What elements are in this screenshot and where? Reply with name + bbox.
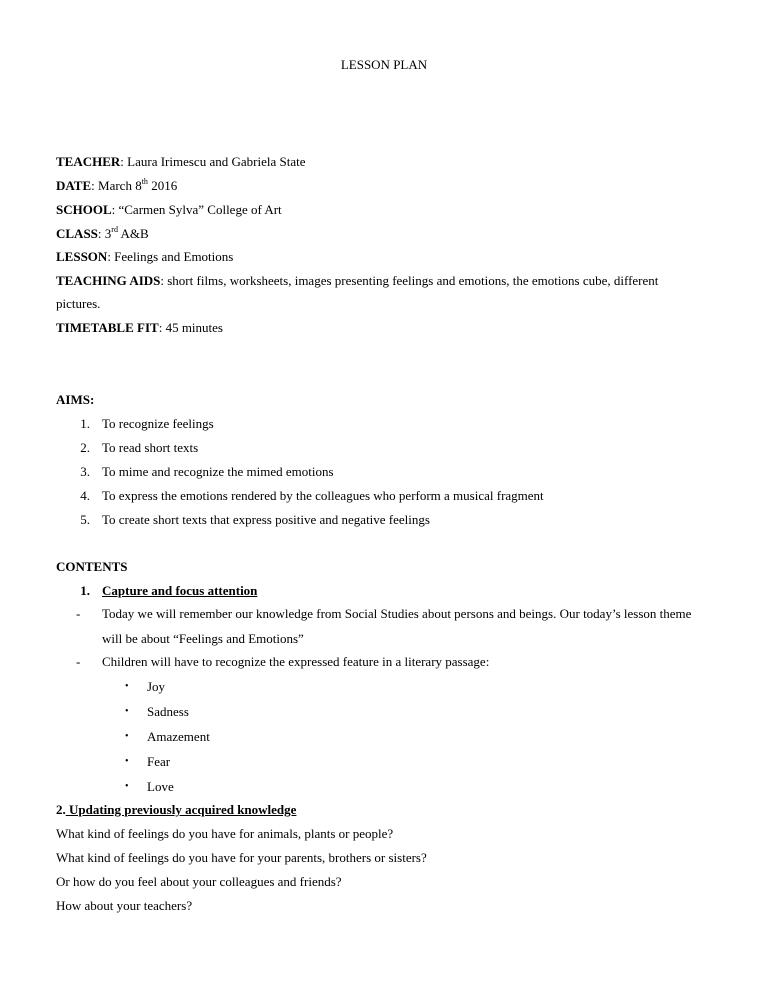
- lesson-value: : Feelings and Emotions: [107, 249, 234, 264]
- teacher-label: TEACHER: [56, 154, 121, 169]
- aim-text: To create short texts that express positive and negative feelings: [102, 512, 430, 527]
- school-label: SCHOOL: [56, 202, 112, 217]
- paragraph-line: Children will have to recognize the expressed feature in a literary passage:: [102, 654, 490, 669]
- section-title: Updating previously acquired knowledge: [65, 802, 297, 817]
- section-number: 1.: [80, 583, 90, 598]
- bullet-item: Love: [147, 779, 174, 794]
- aim-number: 5.: [80, 512, 90, 527]
- timetable-line: [56, 320, 223, 336]
- aim-number: 4.: [80, 488, 90, 503]
- date-label: DATE: [56, 178, 92, 193]
- timetable-label: TIMETABLE FIT: [56, 320, 159, 335]
- lesson-line: [56, 249, 233, 265]
- school-line: [56, 202, 282, 218]
- aids-label: TEACHING AIDS: [56, 273, 161, 288]
- bullet-item: Amazement: [147, 729, 210, 744]
- aim-text: To read short texts: [102, 440, 199, 455]
- section-number: 2.: [56, 802, 66, 817]
- aim-text: To recognize feelings: [102, 416, 214, 431]
- date-sup: th: [141, 176, 148, 186]
- teacher-line: [56, 154, 305, 170]
- lesson-label: LESSON: [56, 249, 108, 264]
- date-value: : March 8: [91, 178, 142, 193]
- aids-line-2: pictures.: [56, 296, 101, 311]
- dash-marker: -: [76, 606, 81, 621]
- bullet-marker: •: [125, 781, 129, 792]
- teacher-value: : Laura Irimescu and Gabriela State: [120, 154, 306, 169]
- aim-number: 2.: [80, 440, 90, 455]
- class-label: CLASS: [56, 226, 98, 241]
- aids-value: : short films, worksheets, images presenting feelings and emotions, the emotions cube, different: [160, 273, 659, 288]
- dash-marker: -: [76, 654, 81, 669]
- bullet-item: Sadness: [147, 704, 189, 719]
- section-title: Capture and focus attention: [102, 583, 258, 598]
- aim-text: To express the emotions rendered by the colleagues who perform a musical fragment: [102, 488, 544, 503]
- paragraph-line: Today we will remember our knowledge from Social Studies about persons and beings. Our today’s lesson theme: [102, 606, 692, 621]
- aim-number: 1.: [80, 416, 90, 431]
- class-groups: A&B: [117, 226, 149, 241]
- class-sup: rd: [111, 224, 118, 234]
- date-year: 2016: [147, 178, 178, 193]
- aids-line: [56, 273, 658, 289]
- class-value: : 3: [97, 226, 112, 241]
- timetable-value: : 45 minutes: [158, 320, 223, 335]
- school-value: : “Carmen Sylva” College of Art: [111, 202, 282, 217]
- date-line: [56, 178, 177, 194]
- page-title: LESSON PLAN: [340, 57, 428, 72]
- question-line: How about your teachers?: [56, 898, 193, 913]
- class-line: [56, 226, 149, 242]
- question-line: Or how do you feel about your colleagues and friends?: [56, 874, 342, 889]
- question-line: What kind of feelings do you have for your parents, brothers or sisters?: [56, 850, 427, 865]
- bullet-marker: •: [125, 756, 129, 767]
- bullet-marker: •: [125, 681, 129, 692]
- bullet-item: Joy: [147, 679, 166, 694]
- paragraph-line: will be about “Feelings and Emotions”: [102, 631, 304, 646]
- contents-heading: CONTENTS: [56, 559, 128, 574]
- bullet-item: Fear: [147, 754, 171, 769]
- bullet-marker: •: [125, 706, 129, 717]
- aim-text: To mime and recognize the mimed emotions: [102, 464, 334, 479]
- question-line: What kind of feelings do you have for animals, plants or people?: [56, 826, 394, 841]
- bullet-marker: •: [125, 731, 129, 742]
- aim-number: 3.: [80, 464, 90, 479]
- section-2-heading: [56, 802, 296, 818]
- aims-heading: AIMS:: [56, 392, 95, 407]
